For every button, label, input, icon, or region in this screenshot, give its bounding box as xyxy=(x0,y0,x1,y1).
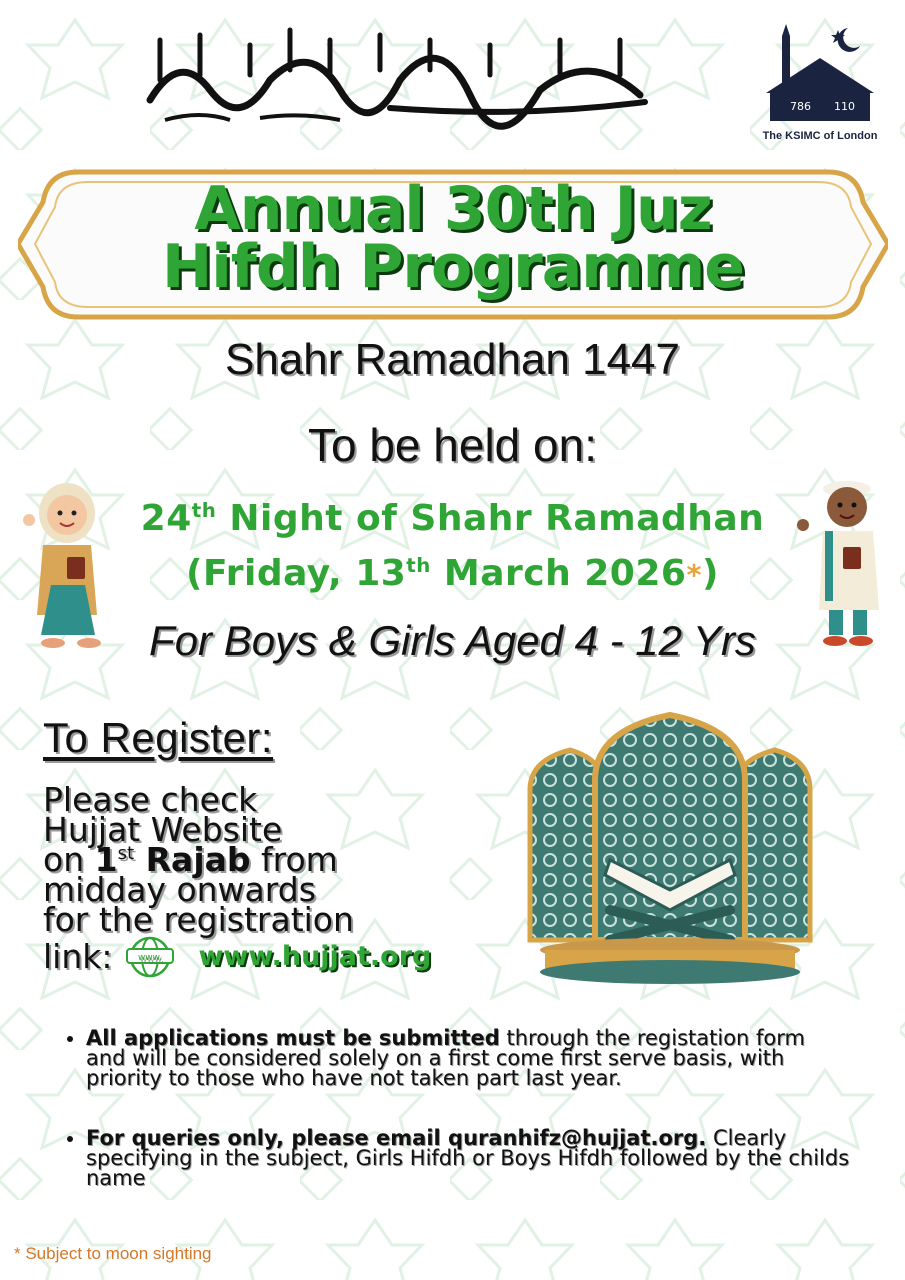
register-line-1: Please check xyxy=(43,780,258,819)
note-applications-bold: All applications must be submitted xyxy=(86,1026,500,1050)
age-range: For Boys & Girls Aged 4 - 12 Yrs xyxy=(149,617,756,664)
girl-illustration xyxy=(15,475,125,655)
boy-illustration xyxy=(795,475,890,655)
date-night-text: Night of Shahr Ramadhan xyxy=(216,498,765,539)
register-line-4: midday onwards xyxy=(43,870,316,909)
title-line-2: Hifdh Programme xyxy=(162,232,744,302)
note-applications-text: through the registation form and will be considered solely on a first come first serve basis, with priority to those who have not taken part last year. xyxy=(86,1026,805,1090)
ksimc-logo xyxy=(755,18,885,153)
globe-icon xyxy=(124,935,176,979)
notes-list xyxy=(60,1028,850,1228)
bismillah-calligraphy xyxy=(140,20,660,130)
note-queries xyxy=(86,1128,850,1188)
title-banner xyxy=(18,152,888,337)
svg-text:110: 110 xyxy=(834,100,855,113)
register-line-3-pre: on xyxy=(43,840,95,879)
register-date-suffix: st xyxy=(117,843,135,864)
svg-text:www.: www. xyxy=(138,953,163,963)
register-line-5: for the registration xyxy=(43,900,354,939)
title-line-1: Annual 30th Juz xyxy=(194,174,712,244)
title-wrap xyxy=(18,174,888,302)
note-queries-bold: For queries only, please email quranhifz@hujjat.org. xyxy=(86,1126,707,1150)
date-night-number: 24 xyxy=(140,498,192,539)
register-heading: To Register: xyxy=(43,714,274,761)
register-line-3-post: from xyxy=(250,840,338,879)
register-date-month: Rajab xyxy=(134,840,251,879)
date-line-2 xyxy=(80,553,825,594)
date-day-suffix: th xyxy=(406,554,431,577)
quran-stand-illustration xyxy=(520,710,820,990)
note-queries-text: Clearly specifying in the subject, Girls Hifdh or Boys Hifdh followed by the childs name xyxy=(86,1126,850,1190)
calligraphy-image xyxy=(140,20,660,130)
date-day-text: (Friday, 13 xyxy=(186,553,407,594)
website-link[interactable]: www.hujjat.org xyxy=(198,941,432,972)
note-applications xyxy=(86,1028,850,1088)
register-date-number: 1 xyxy=(94,840,118,879)
logo-caption: The KSIMC of London xyxy=(762,130,878,142)
register-instructions xyxy=(43,780,463,979)
subtitle: Shahr Ramadhan 1447 xyxy=(225,335,680,384)
moon-sighting-footnote: * Subject to moon sighting xyxy=(14,1244,212,1263)
svg-text:786: 786 xyxy=(790,100,811,113)
date-line-1 xyxy=(80,498,825,539)
register-link-row xyxy=(43,935,463,979)
register-line-6: link: xyxy=(43,937,113,976)
date-month-year: March 2026 xyxy=(430,553,687,594)
date-asterisk: * xyxy=(686,558,703,592)
mosque-logo-icon xyxy=(760,18,880,128)
held-label: To be held on: xyxy=(307,419,597,471)
register-line-2: Hujjat Website xyxy=(43,810,283,849)
date-night-suffix: th xyxy=(191,499,217,522)
date-close-paren: ) xyxy=(702,553,719,594)
